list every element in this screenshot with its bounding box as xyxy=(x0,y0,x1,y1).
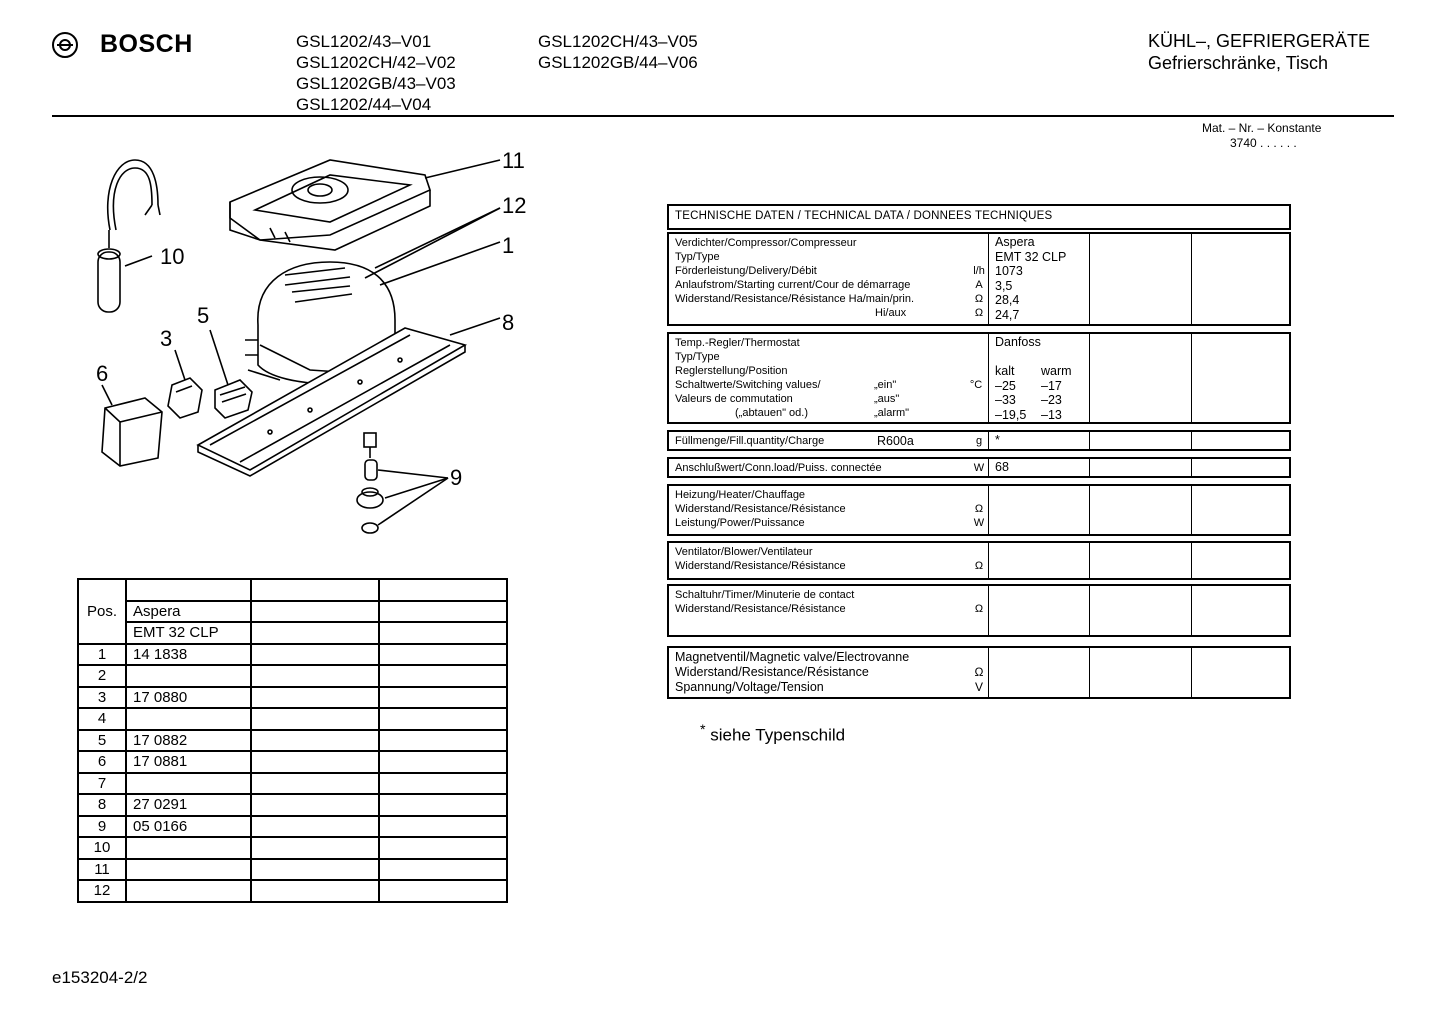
table-row xyxy=(78,687,507,709)
row-label: Ventilator/Blower/Ventilateur xyxy=(675,546,813,558)
row-label: („abtauen" od.) xyxy=(735,407,809,419)
model-number: GSL1202GB/44–V06 xyxy=(538,53,698,72)
pos-number: 12 xyxy=(78,880,126,902)
timer-labels xyxy=(675,588,985,616)
compressor-type: EMT 32 CLP xyxy=(126,622,251,644)
value: 1073 xyxy=(995,264,1023,278)
column-divider xyxy=(988,459,989,476)
category-title: KÜHL–, GEFRIERGERÄTE xyxy=(1148,31,1371,51)
unit xyxy=(969,650,989,665)
row-label: Widerstand/Resistance/Résistance xyxy=(675,665,869,679)
table-cell xyxy=(251,773,379,795)
compressor-section xyxy=(667,232,1291,326)
callout-label: 3 xyxy=(160,326,173,351)
row-label: Anlaufstrom/Starting current/Cour de démarrage xyxy=(675,279,911,291)
part-number xyxy=(126,837,251,859)
column-divider xyxy=(1089,648,1090,697)
thermostat-warm-column xyxy=(1041,364,1072,422)
table-cell xyxy=(251,708,379,730)
row-label: Widerstand/Resistance/Résistance xyxy=(675,603,846,615)
model-list-1 xyxy=(296,31,456,115)
row-label: Anschlußwert/Conn.load/Puiss. connectée xyxy=(675,462,882,474)
leader-line xyxy=(210,330,228,385)
table-cell xyxy=(251,687,379,709)
value: –17 xyxy=(1041,378,1062,393)
unit: °C xyxy=(969,379,983,391)
header-divider xyxy=(52,115,1394,117)
value: EMT 32 CLP xyxy=(995,249,1067,264)
leader-line xyxy=(385,478,448,498)
switch-state: „aus" xyxy=(874,393,900,405)
model-number: GSL1202CH/42–V02 xyxy=(296,53,456,72)
part-number: 17 0882 xyxy=(126,730,251,752)
table-row xyxy=(78,579,507,601)
callout-label: 8 xyxy=(502,310,515,335)
table-cell xyxy=(379,751,507,773)
table-row xyxy=(78,816,507,838)
table-cell xyxy=(379,859,507,881)
pos-number: 11 xyxy=(78,859,126,881)
table-row xyxy=(78,622,507,644)
column-divider xyxy=(1089,234,1090,324)
parts-table xyxy=(77,578,508,903)
column-divider xyxy=(1191,234,1192,324)
unit: g xyxy=(975,435,983,447)
value: –19,5 xyxy=(995,407,1027,422)
blower-section xyxy=(667,541,1291,580)
table-cell xyxy=(379,837,507,859)
thermostat-brand: Danfoss xyxy=(995,335,1041,349)
pos-number: 1 xyxy=(78,644,126,666)
row-label: Reglerstellung/Position xyxy=(675,365,788,377)
value: 68 xyxy=(995,460,1009,474)
unit: Ω xyxy=(974,560,984,572)
unit: W xyxy=(973,517,985,529)
column-divider xyxy=(988,432,989,449)
table-row xyxy=(78,794,507,816)
leader-line xyxy=(450,318,500,335)
refrigerant: R600a xyxy=(877,434,914,448)
row-label: Füllmenge/Fill.quantity/Charge xyxy=(675,435,825,447)
footnote-text: siehe Typenschild xyxy=(710,725,846,745)
value: –33 xyxy=(995,393,1016,407)
table-cell xyxy=(379,622,507,644)
part-number: 17 0880 xyxy=(126,687,251,709)
table-row xyxy=(78,751,507,773)
blower-units xyxy=(969,545,989,573)
pos-number: 6 xyxy=(78,751,126,773)
overload-protector-part xyxy=(168,378,202,418)
value: –25 xyxy=(995,378,1016,393)
material-number xyxy=(1202,121,1321,151)
exploded-parts-diagram xyxy=(80,140,560,550)
row-label: Widerstand/Resistance/Résistance xyxy=(675,560,846,572)
unit: Ω xyxy=(974,293,984,305)
column-divider xyxy=(1191,486,1192,534)
unit xyxy=(969,488,989,502)
pos-number: 3 xyxy=(78,687,126,709)
pos-number: 9 xyxy=(78,816,126,838)
table-row xyxy=(78,708,507,730)
table-cell xyxy=(379,687,507,709)
column-divider xyxy=(1089,432,1090,449)
leader-line xyxy=(380,242,500,285)
leader-line xyxy=(378,478,448,525)
column-divider xyxy=(1191,648,1192,697)
column-divider xyxy=(988,586,989,635)
callout-label: 11 xyxy=(502,148,525,173)
part-number xyxy=(126,880,251,902)
value: Aspera xyxy=(995,235,1035,249)
connection-load-section xyxy=(667,457,1291,478)
pos-number: 5 xyxy=(78,730,126,752)
leader-line xyxy=(125,256,152,266)
row-label: Typ/Type xyxy=(675,351,720,363)
timer-section xyxy=(667,584,1291,637)
column-divider xyxy=(1089,486,1090,534)
part-number xyxy=(126,708,251,730)
row-label: Leistung/Power/Puissance xyxy=(675,517,805,529)
table-row xyxy=(78,837,507,859)
unit: V xyxy=(974,680,983,694)
callout-label: 5 xyxy=(197,303,210,328)
table-cell xyxy=(379,794,507,816)
unit xyxy=(969,236,989,250)
callout-label: 9 xyxy=(450,465,463,490)
row-label: Temp.-Regler/Thermostat xyxy=(675,337,800,349)
bosch-armature-icon xyxy=(52,32,78,58)
table-cell xyxy=(379,579,507,601)
callout-label: 6 xyxy=(96,361,109,386)
column-divider xyxy=(1089,586,1090,635)
brand-name: BOSCH xyxy=(100,30,193,58)
unit: W xyxy=(973,462,985,474)
table-row xyxy=(78,773,507,795)
value: –23 xyxy=(1041,393,1062,407)
unit: Ω xyxy=(974,307,984,319)
table-cell xyxy=(379,708,507,730)
table-cell xyxy=(251,859,379,881)
pos-number: 7 xyxy=(78,773,126,795)
value: 3,5 xyxy=(995,278,1013,293)
table-row xyxy=(78,665,507,687)
value: * xyxy=(995,433,1000,447)
table-cell xyxy=(379,880,507,902)
footnote xyxy=(700,722,845,746)
part-number: 14 1838 xyxy=(126,644,251,666)
row-label: Widerstand/Resistance/Résistance xyxy=(675,503,846,515)
table-cell xyxy=(126,579,251,601)
callout-label: 10 xyxy=(160,244,185,269)
table-cell xyxy=(251,622,379,644)
table-cell xyxy=(379,601,507,623)
table-cell xyxy=(251,601,379,623)
row-label: Typ/Type xyxy=(675,251,720,263)
pos-number: 2 xyxy=(78,665,126,687)
pos-header: Pos. xyxy=(78,579,126,644)
value: 24,7 xyxy=(995,307,1020,322)
valve-labels xyxy=(675,650,985,695)
table-cell xyxy=(379,665,507,687)
part-number xyxy=(126,773,251,795)
table-cell xyxy=(251,644,379,666)
model-number: GSL1202/43–V01 xyxy=(296,32,432,51)
column-divider xyxy=(1089,543,1090,578)
compressor-units xyxy=(969,236,989,320)
switch-state: „ein" xyxy=(874,379,897,391)
starter-capacitor-part xyxy=(98,160,160,312)
model-list-2 xyxy=(538,31,698,73)
compressor-values xyxy=(995,235,1066,322)
part-number: 05 0166 xyxy=(126,816,251,838)
unit: Ω xyxy=(974,603,984,615)
drip-tray-part xyxy=(230,160,430,250)
brand-logo xyxy=(52,30,193,59)
heater-units xyxy=(969,488,989,530)
valve-units xyxy=(969,650,989,695)
column-divider xyxy=(988,648,989,697)
value: warm xyxy=(1041,364,1072,378)
compressor-brand: Aspera xyxy=(126,601,251,623)
column-divider xyxy=(1089,459,1090,476)
switch-state: „alarm" xyxy=(874,407,910,419)
callout-label: 12 xyxy=(502,193,527,218)
heater-section xyxy=(667,484,1291,536)
table-row xyxy=(78,644,507,666)
leader-line xyxy=(425,160,500,178)
unit: A xyxy=(975,279,983,291)
table-cell xyxy=(251,880,379,902)
column-divider xyxy=(988,543,989,578)
value: 28,4 xyxy=(995,293,1020,307)
table-cell xyxy=(251,751,379,773)
row-label: Magnetventil/Magnetic valve/Electrovanne xyxy=(675,650,910,664)
leader-line xyxy=(102,385,112,405)
unit: Ω xyxy=(974,503,984,515)
value: kalt xyxy=(995,364,1015,378)
technical-data-title: TECHNISCHE DATEN / TECHNICAL DATA / DONNEES TECHNIQUES xyxy=(667,204,1291,230)
value: –13 xyxy=(1041,407,1062,422)
column-divider xyxy=(1191,586,1192,635)
callout-label: 1 xyxy=(502,233,515,258)
thermostat-kalt-column xyxy=(995,364,1026,422)
table-cell xyxy=(379,773,507,795)
category xyxy=(1148,30,1370,74)
column-divider xyxy=(988,486,989,534)
pos-number: 10 xyxy=(78,837,126,859)
leader-line xyxy=(365,208,500,278)
category-subtitle: Gefrierschränke, Tisch xyxy=(1148,53,1329,73)
unit xyxy=(969,588,989,602)
row-label: Spannung/Voltage/Tension xyxy=(675,680,824,694)
part-number xyxy=(126,665,251,687)
table-cell xyxy=(379,816,507,838)
leader-line xyxy=(175,350,185,380)
row-label: Valeurs de commutation xyxy=(675,393,793,405)
table-cell xyxy=(251,816,379,838)
column-divider xyxy=(1191,459,1192,476)
table-cell xyxy=(379,730,507,752)
column-divider xyxy=(988,234,989,324)
heater-labels xyxy=(675,488,985,530)
part-number xyxy=(126,859,251,881)
relay-part xyxy=(215,380,252,418)
row-label: Heizung/Heater/Chauffage xyxy=(675,489,806,501)
leader-line xyxy=(378,470,448,478)
blower-labels xyxy=(675,545,985,573)
unit: Ω xyxy=(974,665,984,679)
row-label: Hi/aux xyxy=(875,307,907,319)
thermostat-section xyxy=(667,332,1291,424)
cover-cap-part xyxy=(102,398,162,466)
column-divider xyxy=(988,334,989,422)
valve-section xyxy=(667,646,1291,699)
column-divider xyxy=(1089,334,1090,422)
row-label: Widerstand/Resistance/Résistance Ha/main/prin. xyxy=(675,293,915,305)
pos-number: 4 xyxy=(78,708,126,730)
table-row xyxy=(78,859,507,881)
table-cell xyxy=(251,730,379,752)
row-label: Verdichter/Compressor/Compresseur xyxy=(675,237,857,249)
charge-section xyxy=(667,430,1291,451)
compressor-labels xyxy=(675,236,985,320)
part-number: 27 0291 xyxy=(126,794,251,816)
table-cell xyxy=(251,837,379,859)
pos-number: 8 xyxy=(78,794,126,816)
row-label: Schaltuhr/Timer/Minuterie de contact xyxy=(675,589,855,601)
table-cell xyxy=(379,644,507,666)
footnote-star: * xyxy=(700,722,706,738)
timer-units xyxy=(969,588,989,616)
column-divider xyxy=(1191,432,1192,449)
row-label: Schaltwerte/Switching values/ xyxy=(675,379,821,391)
table-row xyxy=(78,880,507,902)
switch-state-labels xyxy=(874,378,909,420)
unit: l/h xyxy=(973,265,985,277)
column-divider xyxy=(1191,543,1192,578)
unit xyxy=(969,545,989,559)
mounting-kit-part xyxy=(357,433,383,533)
row-label: Förderleistung/Delivery/Débit xyxy=(675,265,817,277)
matnr-value: 3740 . . . . . . xyxy=(1230,136,1297,150)
model-number: GSL1202/44–V04 xyxy=(296,95,432,114)
model-number: GSL1202GB/43–V03 xyxy=(296,74,456,93)
table-row xyxy=(78,601,507,623)
part-number: 17 0881 xyxy=(126,751,251,773)
matnr-label: Mat. – Nr. – Konstante xyxy=(1202,121,1322,135)
thermostat-labels xyxy=(675,336,985,420)
table-cell xyxy=(251,665,379,687)
document-id: e153204-2/2 xyxy=(52,968,148,987)
table-row xyxy=(78,730,507,752)
unit xyxy=(969,250,989,264)
model-number: GSL1202CH/43–V05 xyxy=(538,32,698,51)
table-cell xyxy=(251,579,379,601)
column-divider xyxy=(1191,334,1192,422)
table-cell xyxy=(251,794,379,816)
